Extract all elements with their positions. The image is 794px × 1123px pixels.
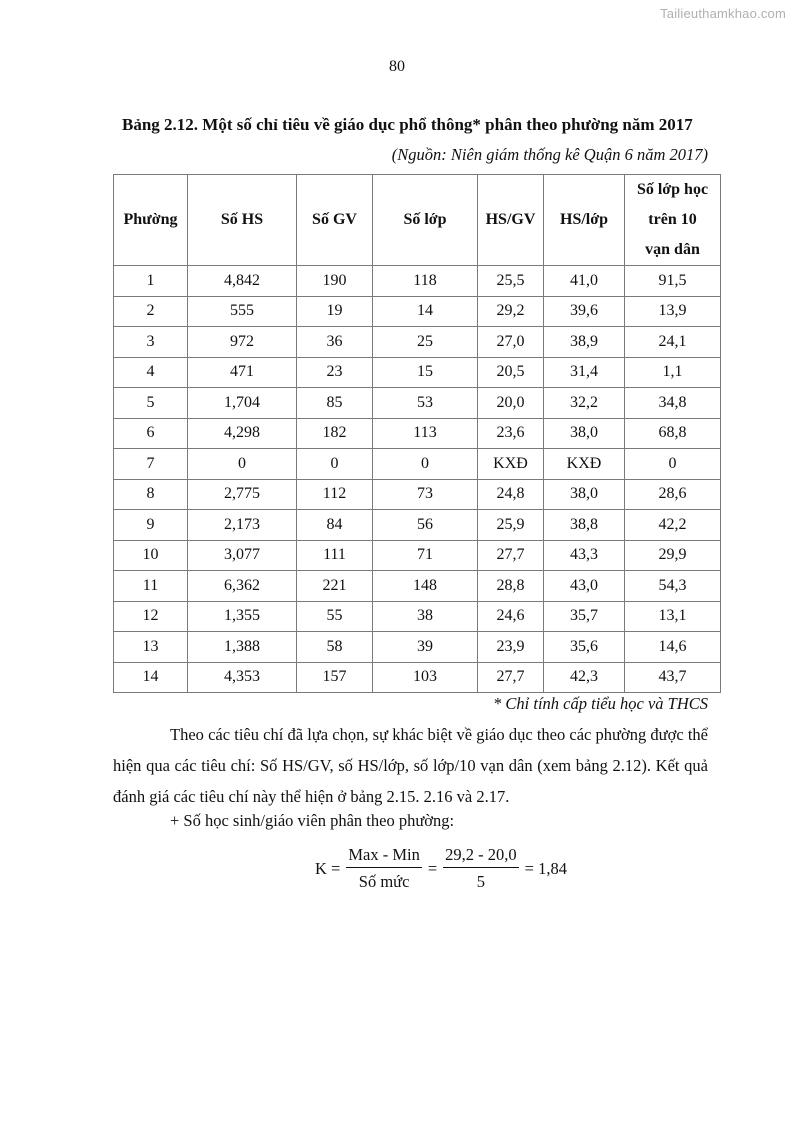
table-cell: 4,842 xyxy=(188,266,297,297)
table-cell: 10 xyxy=(114,540,188,571)
table-cell: 29,9 xyxy=(625,540,721,571)
table-cell: 1,704 xyxy=(188,388,297,419)
table-cell: 5 xyxy=(114,388,188,419)
table-cell: 68,8 xyxy=(625,418,721,449)
header-line: Số lớp học xyxy=(636,181,709,198)
table-cell: 157 xyxy=(297,662,373,693)
table-cell: 3 xyxy=(114,327,188,358)
table-cell: 148 xyxy=(373,571,478,602)
table-row xyxy=(114,266,721,297)
table-cell: 15 xyxy=(373,357,478,388)
table-cell: 118 xyxy=(373,266,478,297)
table-cell: 111 xyxy=(297,540,373,571)
formula-result: = 1,84 xyxy=(524,858,567,878)
table-cell: 38,9 xyxy=(544,327,625,358)
table-cell: 4 xyxy=(114,357,188,388)
table-cell: 25 xyxy=(373,327,478,358)
table-cell: 14,6 xyxy=(625,632,721,663)
table-cell: 2,775 xyxy=(188,479,297,510)
table-cell: 25,9 xyxy=(478,510,544,541)
table-row xyxy=(114,571,721,602)
table-header-row xyxy=(114,175,721,266)
table-cell: 2 xyxy=(114,296,188,327)
table-cell: 0 xyxy=(297,449,373,480)
table-cell: 23 xyxy=(297,357,373,388)
table-cell: 471 xyxy=(188,357,297,388)
fraction-numerator: Max - Min xyxy=(346,845,422,868)
table-cell: 1,1 xyxy=(625,357,721,388)
table-cell: 182 xyxy=(297,418,373,449)
table-cell: 14 xyxy=(373,296,478,327)
table-cell: 103 xyxy=(373,662,478,693)
table-cell: 6,362 xyxy=(188,571,297,602)
table-cell: 7 xyxy=(114,449,188,480)
table-cell: 0 xyxy=(625,449,721,480)
table-row xyxy=(114,449,721,480)
table-cell: 38,0 xyxy=(544,418,625,449)
header-so-hs: Số HS xyxy=(188,175,297,266)
table-cell: 13,1 xyxy=(625,601,721,632)
table-cell: 29,2 xyxy=(478,296,544,327)
table-caption: Bảng 2.12. Một số chỉ tiêu về giáo dục phổ thông* phân theo phường năm 2017 xyxy=(122,115,693,134)
table-cell: 41,0 xyxy=(544,266,625,297)
table-cell: 43,3 xyxy=(544,540,625,571)
table-row xyxy=(114,601,721,632)
table-cell: 71 xyxy=(373,540,478,571)
table-cell: 28,6 xyxy=(625,479,721,510)
table-row xyxy=(114,418,721,449)
table-row xyxy=(114,327,721,358)
table-cell: 39 xyxy=(373,632,478,663)
table-cell: 38,0 xyxy=(544,479,625,510)
table-row xyxy=(114,510,721,541)
table-cell: 27,7 xyxy=(478,662,544,693)
table-cell: 8 xyxy=(114,479,188,510)
table-cell: 24,8 xyxy=(478,479,544,510)
table-source: (Nguồn: Niên giám thống kê Quận 6 năm 2017) xyxy=(391,145,708,164)
bullet-line: + Số học sinh/giáo viên phân theo phường: xyxy=(170,811,455,830)
table-cell: 972 xyxy=(188,327,297,358)
table-cell: 555 xyxy=(188,296,297,327)
header-so-lop-10-van-dan xyxy=(625,175,721,266)
table-cell: 27,7 xyxy=(478,540,544,571)
table-cell: 12 xyxy=(114,601,188,632)
table-cell: 43,0 xyxy=(544,571,625,602)
table-cell: 2,173 xyxy=(188,510,297,541)
table-cell: 85 xyxy=(297,388,373,419)
table-cell: 113 xyxy=(373,418,478,449)
table-cell: 0 xyxy=(373,449,478,480)
table-cell: 23,9 xyxy=(478,632,544,663)
table-cell: 58 xyxy=(297,632,373,663)
table-cell: 13 xyxy=(114,632,188,663)
table-cell: 24,1 xyxy=(625,327,721,358)
table-row xyxy=(114,632,721,663)
fraction-values xyxy=(443,845,519,892)
table-cell: 54,3 xyxy=(625,571,721,602)
table-cell: 27,0 xyxy=(478,327,544,358)
table-cell: 3,077 xyxy=(188,540,297,571)
fraction-denominator: 5 xyxy=(476,872,486,891)
table-cell: 34,8 xyxy=(625,388,721,419)
table-cell: 1,388 xyxy=(188,632,297,663)
table-row xyxy=(114,662,721,693)
table-cell: 25,5 xyxy=(478,266,544,297)
table-cell: 43,7 xyxy=(625,662,721,693)
formula-lhs: K = xyxy=(315,858,341,878)
table-cell: 11 xyxy=(114,571,188,602)
table-cell: 190 xyxy=(297,266,373,297)
table-cell: 35,6 xyxy=(544,632,625,663)
table-cell: 55 xyxy=(297,601,373,632)
table-cell: 9 xyxy=(114,510,188,541)
table-cell: 28,8 xyxy=(478,571,544,602)
formula-equals: = xyxy=(427,858,438,878)
table-cell: 56 xyxy=(373,510,478,541)
table-footnote: * Chỉ tính cấp tiểu học và THCS xyxy=(493,694,708,713)
table-cell: 4,298 xyxy=(188,418,297,449)
header-line: vạn dân xyxy=(645,241,700,258)
table-cell: KXĐ xyxy=(544,449,625,480)
fraction-denominator: Số mức xyxy=(358,872,410,891)
header-line: trên 10 xyxy=(648,211,697,228)
table-cell: 24,6 xyxy=(478,601,544,632)
table-cell: KXĐ xyxy=(478,449,544,480)
table-cell: 84 xyxy=(297,510,373,541)
table-cell: 4,353 xyxy=(188,662,297,693)
table-cell: 6 xyxy=(114,418,188,449)
table-row xyxy=(114,296,721,327)
table-cell: 91,5 xyxy=(625,266,721,297)
header-so-lop: Số lớp xyxy=(373,175,478,266)
table-cell: 31,4 xyxy=(544,357,625,388)
table-cell: 42,3 xyxy=(544,662,625,693)
table-cell: 35,7 xyxy=(544,601,625,632)
table-row xyxy=(114,479,721,510)
header-phuong: Phường xyxy=(114,175,188,266)
table-cell: 112 xyxy=(297,479,373,510)
header-so-gv: Số GV xyxy=(297,175,373,266)
table-cell: 0 xyxy=(188,449,297,480)
table-cell: 1,355 xyxy=(188,601,297,632)
table-cell: 39,6 xyxy=(544,296,625,327)
table-cell: 36 xyxy=(297,327,373,358)
table-cell: 19 xyxy=(297,296,373,327)
fraction-max-min xyxy=(346,845,422,892)
education-table xyxy=(113,174,721,693)
table-row xyxy=(114,388,721,419)
table-cell: 20,0 xyxy=(478,388,544,419)
table-cell: 1 xyxy=(114,266,188,297)
body-paragraph: Theo các tiêu chí đã lựa chọn, sự khác biệt về giáo dục theo các phường được thể hiện qua các tiêu chí: Số HS/GV, số HS/lớp, số lớp/10 vạn dân (xem bảng 2.12). Kết quả đánh giá các tiêu chí này thể hiện ở bảng 2.15. 2.16 và 2.17. xyxy=(113,725,708,806)
table-cell: 14 xyxy=(114,662,188,693)
table-row xyxy=(114,540,721,571)
table-cell: 73 xyxy=(373,479,478,510)
table-cell: 23,6 xyxy=(478,418,544,449)
table-cell: 53 xyxy=(373,388,478,419)
header-hs-lop: HS/lớp xyxy=(544,175,625,266)
watermark: Tailieuthamkhao.com xyxy=(660,6,786,21)
table-cell: 38,8 xyxy=(544,510,625,541)
table-cell: 221 xyxy=(297,571,373,602)
table-row xyxy=(114,357,721,388)
table-cell: 38 xyxy=(373,601,478,632)
fraction-numerator: 29,2 - 20,0 xyxy=(443,845,519,868)
page-number: 80 xyxy=(389,58,405,75)
formula xyxy=(312,845,570,892)
table-cell: 42,2 xyxy=(625,510,721,541)
table-cell: 20,5 xyxy=(478,357,544,388)
header-hs-gv: HS/GV xyxy=(478,175,544,266)
table-cell: 13,9 xyxy=(625,296,721,327)
table-cell: 32,2 xyxy=(544,388,625,419)
